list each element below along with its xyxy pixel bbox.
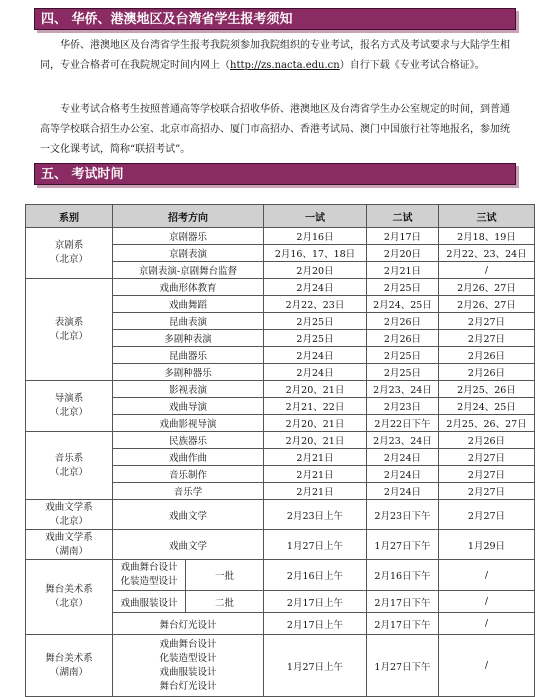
round1-cell: 2月24日 [264,279,367,296]
round2-cell: 2月20日 [367,245,439,262]
round3-cell: 2月27日 [439,449,535,466]
batch-label-cell: 二批 [186,591,264,613]
round3-cell: 2月22、23、24日 [439,245,535,262]
round1-cell: 2月16、17、18日 [264,245,367,262]
round1-cell: 2月21日 [264,483,367,500]
round2-cell: 2月17日下午 [367,591,439,613]
round3-cell: 2月25、26日 [439,381,535,398]
round3-cell: 2月27日 [439,313,535,330]
major-cell: 戏曲影视导演 [113,415,264,432]
round2-cell: 2月24日 [367,483,439,500]
round1-cell: 2月21、22日 [264,398,367,415]
round2-cell: 2月26日 [367,313,439,330]
round1-cell: 2月24日 [264,347,367,364]
major-cell: 戏曲舞蹈 [113,296,264,313]
major-cell: 多剧种表演 [113,330,264,347]
major-cell: 昆曲器乐 [113,347,264,364]
round1-cell: 2月17日上午 [264,613,367,635]
round3-cell: 2月27日 [439,330,535,347]
round3-cell: 2月27日 [439,500,535,530]
table-header-row [26,205,535,228]
major-cell: 昆曲表演 [113,313,264,330]
table-row [26,560,535,591]
round1-cell: 2月21日 [264,466,367,483]
round2-cell: 1月27日下午 [367,635,439,697]
paragraph-text: 华侨、港澳地区及台湾省学生报考我院须参加我院组织的专业考试，报名方式及考试要求与大陆学生相同，专业合格者可在我院规定时间内网上（ [40,40,510,71]
round2-cell: 2月25日 [367,347,439,364]
round2-cell: 1月27日下午 [367,530,439,560]
major-cell: 京剧表演-京剧舞台监督 [113,262,264,279]
round3-cell: / [439,635,535,697]
round3-cell: 2月26日 [439,364,535,381]
table-row [26,432,535,449]
website-link[interactable]: http://zs.nacta.edu.cn [230,60,340,71]
major-cell: 音乐学 [113,483,264,500]
round2-cell: 2月17日下午 [367,613,439,635]
round1-cell: 2月23日上午 [264,500,367,530]
paragraph-unified-exam: 专业考试合格考生按照普通高等学校联合招收华侨、港澳地区及台湾省学生办公室规定的时间，到普通高等学校联合招生办公室、北京市高招办、厦门市高招办、香港考试局、澳门中国旅行社等地报名，参加统一文化课考试，简称“联招考试”。 [40,104,510,155]
round3-cell: / [439,591,535,613]
section-heading-5: 五、 考试时间 [34,163,516,185]
round3-cell: 2月27日 [439,466,535,483]
round1-cell: 2月17日上午 [264,591,367,613]
round3-cell: / [439,262,535,279]
major-cell: 戏曲导演 [113,398,264,415]
major-cell: 多剧种器乐 [113,364,264,381]
round1-cell: 2月20、21日 [264,432,367,449]
dept-cell: 京剧系 （北京） [26,228,113,279]
round2-cell: 2月24、25日 [367,296,439,313]
paragraph-registration [40,36,518,76]
round1-cell: 2月25日 [264,330,367,347]
round3-cell: 2月27日 [439,483,535,500]
round1-cell: 2月25日 [264,313,367,330]
round1-cell: 1月27日上午 [264,635,367,697]
round3-cell: / [439,613,535,635]
round3-cell: 2月26、27日 [439,279,535,296]
round3-cell: 2月26日 [439,347,535,364]
dept-cell: 戏曲文学系 （湖南） [26,530,113,560]
round2-cell: 2月25日 [367,279,439,296]
round2-cell: 2月23、24日 [367,432,439,449]
round2-cell: 2月24日 [367,449,439,466]
dept-cell: 戏曲文学系 （北京） [26,500,113,530]
table-row [26,500,535,530]
round2-cell: 2月22日下午 [367,415,439,432]
round3-cell: 2月26日 [439,432,535,449]
header-round1: 一试 [264,205,367,228]
dept-cell: 舞台美术系 （北京） [26,560,113,635]
batch-label-cell: 一批 [186,560,264,591]
round3-cell: 1月29日 [439,530,535,560]
round1-cell: 2月24日 [264,364,367,381]
round3-cell: 2月26、27日 [439,296,535,313]
major-cell: 音乐制作 [113,466,264,483]
round2-cell: 2月17日 [367,228,439,245]
round2-cell: 2月25日 [367,364,439,381]
dept-cell: 表演系 （北京） [26,279,113,381]
round1-cell: 2月21日 [264,449,367,466]
table-row [26,635,535,697]
round3-cell: 2月25、26、27日 [439,415,535,432]
table-row [26,279,535,296]
major-cell: 戏曲文学 [113,500,264,530]
header-dept: 系别 [26,205,113,228]
table-row [26,530,535,560]
round1-cell: 1月27日上午 [264,530,367,560]
round2-cell: 2月16日下午 [367,560,439,591]
table-row [26,228,535,245]
header-round2: 二试 [367,205,439,228]
round2-cell: 2月23日 [367,398,439,415]
round1-cell: 2月20日 [264,262,367,279]
major-cell: 京剧表演 [113,245,264,262]
round2-cell: 2月23、24日 [367,381,439,398]
major-cell: 戏曲作曲 [113,449,264,466]
dept-cell: 导演系 （北京） [26,381,113,432]
major-cell: 影视表演 [113,381,264,398]
round2-cell: 2月26日 [367,330,439,347]
paragraph-text: ）自行下载《专业考试合格证》。 [339,60,485,71]
exam-schedule-table [25,204,535,697]
major-cell: 舞台灯光设计 [113,613,264,635]
major-cell: 戏曲舞台设计 化装造型设计 戏曲服装设计 舞台灯光设计 [113,635,264,697]
round1-cell: 2月20、21日 [264,415,367,432]
header-round3: 三试 [439,205,535,228]
round3-cell: 2月24、25日 [439,398,535,415]
table-row [26,381,535,398]
major-cell: 戏曲舞台设计 化装造型设计 [113,560,186,591]
round1-cell: 2月16日 [264,228,367,245]
round1-cell: 2月20、21日 [264,381,367,398]
round2-cell: 2月21日 [367,262,439,279]
round1-cell: 2月16日上午 [264,560,367,591]
round1-cell: 2月22、23日 [264,296,367,313]
major-cell: 戏曲文学 [113,530,264,560]
section-heading-4: 四、 华侨、港澳地区及台湾省学生报考须知 [34,8,516,30]
round2-cell: 2月24日 [367,466,439,483]
major-cell: 民族器乐 [113,432,264,449]
dept-cell: 音乐系 （北京） [26,432,113,500]
major-cell: 戏曲服装设计 [113,591,186,613]
round3-cell: 2月18、19日 [439,228,535,245]
major-cell: 戏曲形体教育 [113,279,264,296]
round3-cell: / [439,560,535,591]
major-cell: 京剧器乐 [113,228,264,245]
round2-cell: 2月23日下午 [367,500,439,530]
header-major: 招考方向 [113,205,264,228]
dept-cell: 舞台美术系 （湖南） [26,635,113,697]
